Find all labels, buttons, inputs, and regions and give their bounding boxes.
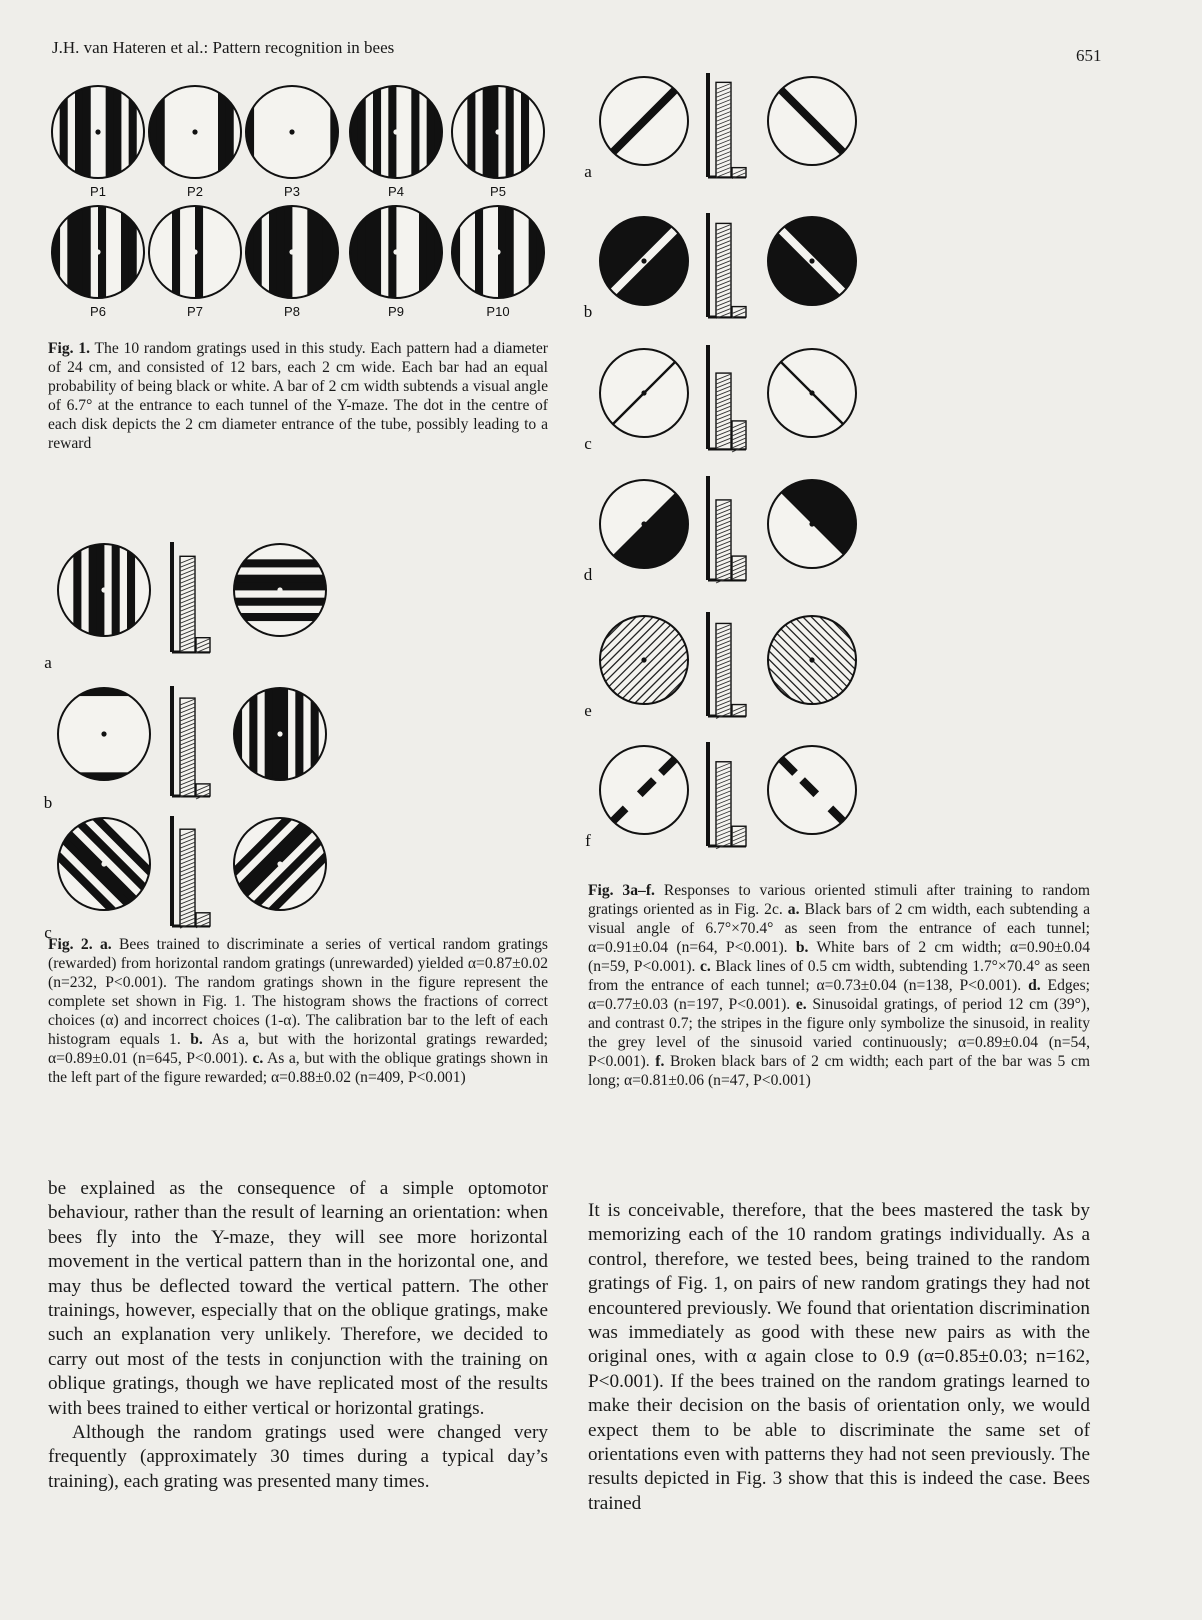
choice-histogram: [708, 73, 746, 179]
choice-histogram: [708, 612, 746, 718]
fig3-caption-part-label: e.: [795, 996, 807, 1013]
grating-bar: [350, 84, 358, 180]
choice-histogram: [708, 345, 746, 452]
choice-histogram: [172, 816, 210, 928]
entrance-dot: [495, 249, 500, 254]
choice-histogram: [708, 213, 746, 318]
grating-bar: [75, 204, 83, 300]
unrewarded-grating-disk: [232, 544, 328, 636]
correct-choices-bar: [180, 698, 195, 796]
fig3-caption-part-label: c.: [699, 958, 711, 975]
entrance-dot: [809, 258, 814, 263]
figure-1-caption-label: Fig. 1.: [48, 340, 91, 357]
grating-bar: [411, 84, 419, 180]
figure-2-orientation-trainings: [40, 538, 560, 942]
grating-bar: [246, 204, 254, 300]
entrance-dot: [192, 129, 197, 134]
fig3-caption-part-label: f.: [655, 1053, 665, 1070]
unrewarded-orientation-disk: [768, 349, 856, 437]
grating-bar: [106, 84, 114, 180]
unrewarded-orientation-disk: [744, 596, 876, 728]
rewarded-orientation-disk: [600, 746, 688, 834]
unrewarded-orientation-disk: [768, 77, 856, 165]
grating-bar: [246, 84, 254, 180]
figure-1-caption-text: The 10 random gratings used in this study. Each pattern had a diameter of 24 cm, and consisted of 12 bars, each 2 cm wide. Each bar had an equal probability of being black or white. A bar of 2 cm width subtends a visual angle of 6.7° at the entrance to each tunnel of the Y-maze. The dot in the centre of each disk depicts the 2 cm diameter entrance of the tube, possibly leading to a reward: [48, 340, 548, 452]
entrance-dot: [641, 657, 646, 662]
fig2-caption-part-text: As a, but with the horizontal gratings rewarded; α=0.89±0.01 (n=645, P<0.001).: [48, 1031, 548, 1067]
rewarded-grating-disk: [48, 808, 160, 920]
entrance-dot: [289, 249, 294, 254]
choice-histogram: [708, 742, 746, 849]
entrance-dot: [495, 129, 500, 134]
grating-label: P2: [187, 184, 203, 199]
grating-bar: [127, 542, 135, 638]
grating-bar: [56, 688, 152, 696]
entrance-dot: [809, 390, 814, 395]
rewarded-orientation-disk: [600, 77, 688, 165]
grating-bar: [121, 204, 129, 300]
grating-bar: [452, 204, 460, 300]
rewarded-orientation-disk: [600, 349, 688, 437]
grating-bar: [483, 84, 491, 180]
grating-bar: [75, 84, 83, 180]
entrance-dot: [95, 129, 100, 134]
grating-bar: [73, 542, 81, 638]
unrewarded-orientation-disk: [768, 746, 856, 834]
unrewarded-orientation-disk: [768, 217, 856, 305]
grating-bar: [52, 204, 60, 300]
fig3-caption-part-text: Sinusoidal gratings, of period 12 cm (39°), and contrast 0.7; the stripes in the figure only symbolize the sinusoid, in reality the grey level of the sinusoid varied continuously; α=0.89±0.04 (n=54, P<0.001).: [588, 996, 1091, 1070]
choice-histogram: [172, 686, 210, 799]
grating-label: P8: [284, 304, 300, 319]
fig3-caption-part-label: d.: [1028, 977, 1041, 994]
rewarded-orientation-disk: [576, 592, 708, 724]
grating-bar: [232, 613, 328, 621]
body-paragraph: It is conceivable, therefore, that the bees mastered the task by memorizing each of the 10 random gratings individually. As a control, therefore, we tested bees, being trained to the random gratings of Fig. 1, on pairs of new random gratings they had not encountered previously. We found that orientation discrimination was immediately as good with these new pairs as with the original ones, with α again close to 0.9 (α=0.85±0.03; n=162, P<0.001). If the bees trained on the random gratings learned to make their decision on the basis of orientation only, we would expect them to be able to discriminate the same set of orientations even with patterns they had not seen previously. The results depicted in Fig. 3 show that this is indeed the case. Bees trained: [588, 1200, 1090, 1514]
grating-bar: [249, 686, 257, 782]
random-grating-disk: [350, 204, 442, 300]
fig2-caption-part-label: b.: [190, 1031, 203, 1048]
fig3-caption-part-text: Responses to various oriented stimuli after training to random gratings oriented as in Fig. 2c.: [588, 882, 1090, 918]
figure-3-caption: [588, 881, 1090, 1090]
fig3-caption-part-text: Black lines of 0.5 cm width, subtending 1.7°×70.4° as seen from the entrance of each tunnel; α=0.73±0.04 (n=138, P<0.001).: [588, 958, 1090, 994]
random-grating-disk: [452, 84, 544, 180]
panel-letter: b: [583, 302, 593, 321]
grating-bar: [234, 686, 242, 782]
grating-bar: [373, 204, 381, 300]
entrance-dot: [809, 521, 814, 526]
rewarded-grating-disk: [58, 542, 150, 638]
grating-bar: [315, 204, 323, 300]
body-paragraph: Although the random gratings used were changed very frequently (approximately 30 times during a typical day’s training), each grating was presented many times.: [48, 1422, 548, 1492]
grating-bar: [232, 598, 328, 606]
panel-letter: a: [44, 653, 52, 672]
grating-bar: [232, 575, 328, 583]
grating-bar: [467, 84, 475, 180]
grating-bar: [172, 204, 180, 300]
entrance-dot: [95, 249, 100, 254]
grating-label: P7: [187, 304, 203, 319]
grating-bar: [67, 204, 75, 300]
entrance-dot: [641, 787, 646, 792]
grating-bar: [277, 204, 285, 300]
fig2-caption-part-text: As a, but with the oblique gratings shown in the left part of the figure rewarded; α=0.88±0.02 (n=409, P<0.001): [48, 1050, 549, 1086]
choice-histogram: [172, 542, 210, 653]
fig3-caption-part-text: White bars of 2 cm width; α=0.90±0.04 (n=59, P<0.001).: [588, 939, 1090, 975]
grating-bar: [232, 559, 328, 567]
figure-2-caption-label: Fig. 2.: [48, 936, 93, 953]
rewarded-grating-disk: [56, 688, 152, 780]
grating-bar: [269, 204, 277, 300]
entrance-dot: [101, 587, 106, 592]
random-grating-disk: [350, 84, 442, 180]
grating-bar: [218, 84, 226, 180]
grating-bar: [112, 542, 120, 638]
entrance-dot: [641, 521, 646, 526]
grating-label: P1: [90, 184, 106, 199]
grating-bar: [295, 686, 303, 782]
grating-bar: [83, 204, 91, 300]
grating-bar: [89, 542, 97, 638]
panel-letter: f: [585, 831, 591, 850]
rewarded-orientation-disk: [600, 480, 710, 590]
grating-bar: [265, 686, 273, 782]
grating-bar: [419, 204, 427, 300]
entrance-dot: [809, 118, 814, 123]
fig3-caption-part-label: b.: [795, 939, 809, 956]
figure-3-oriented-stimuli: [583, 76, 1110, 876]
fig3-caption-part-text: Black bars of 2 cm width, each subtending a visual angle of 6.7°×70.4° as seen from the entrance of each tunnel; α=0.91±0.04 (n=64, P<0.001).: [588, 901, 1090, 956]
entrance-dot: [277, 861, 282, 866]
entrance-dot: [192, 249, 197, 254]
panel-letter: c: [584, 434, 592, 453]
entrance-dot: [277, 587, 282, 592]
fig2-caption-part-text: Bees trained to discriminate a series of vertical random gratings (rewarded) from horizontal random gratings (unrewarded) yielded α=0.87±0.02 (n=232, P<0.001). The random gratings shown in the figure represent the complete set shown in Fig. 1. The histogram shows the fractions of correct choices (α) and incorrect choices (1-α). The calibration bar to the left of each histogram equals 1.: [48, 936, 549, 1048]
panel-letter: e: [584, 701, 592, 720]
grating-label: P9: [388, 304, 404, 319]
running-title: J.H. van Hateren et al.: Pattern recognition in bees: [52, 38, 395, 57]
grating-label: P10: [486, 304, 510, 319]
grating-bar: [113, 84, 121, 180]
rewarded-orientation-disk: [600, 217, 688, 305]
random-grating-disk: [246, 204, 338, 300]
grating-label: P4: [388, 184, 404, 199]
entrance-dot: [809, 787, 814, 792]
random-grating-disk: [149, 204, 241, 300]
fig3-caption-part-label: a.: [787, 901, 800, 918]
unrewarded-orientation-disk: [768, 458, 878, 568]
grating-bar: [373, 84, 381, 180]
grating-bar: [521, 84, 529, 180]
entrance-dot: [101, 861, 106, 866]
figure-3-caption-label: Fig. 3a–f.: [588, 882, 655, 899]
random-grating-disk: [52, 84, 144, 180]
grating-bar: [83, 84, 91, 180]
entrance-dot: [393, 129, 398, 134]
entrance-dot: [289, 129, 294, 134]
figure-1-random-gratings: [40, 76, 560, 336]
choice-histogram: [708, 476, 746, 583]
entrance-dot: [641, 390, 646, 395]
panel-letter: d: [583, 565, 593, 584]
body-paragraph: be explained as the consequence of a simple optomotor behaviour, rather than the result of learning an orientation: when bees fly into the Y-maze, they will see more horizontal movement in the vertical pattern than in the horizontal one, and may thus be deflected toward the vertical pattern. The other trainings, however, especially that on the oblique gratings, make such an explanation very unlikely. Therefore, we decided to carry out most of the tests in conjunction with the training on oblique gratings, though we have replicated most of the results with bees trained to either vertical or horizontal gratings.: [48, 1178, 548, 1419]
figure-1-caption: [48, 339, 548, 453]
random-grating-disk: [52, 204, 144, 300]
figure-2-caption: [48, 935, 548, 1087]
panel-letter: c: [44, 923, 52, 942]
fig2-caption-part-label: c.: [252, 1050, 264, 1067]
entrance-dot: [101, 731, 106, 736]
fig2-caption-part-label: a.: [99, 936, 112, 953]
grating-label: P5: [490, 184, 506, 199]
panel-letter: b: [43, 793, 53, 812]
grating-bar: [506, 84, 514, 180]
grating-bar: [307, 204, 315, 300]
grating-bar: [350, 204, 358, 300]
grating-bar: [506, 204, 514, 300]
random-grating-disk: [452, 204, 544, 300]
grating-bar: [475, 204, 483, 300]
grating-bar: [365, 204, 373, 300]
random-grating-disk: [246, 84, 338, 180]
body-text-left-column: [48, 1177, 548, 1494]
panel-letter: a: [584, 162, 592, 181]
entrance-dot: [809, 657, 814, 662]
body-text-right-column: [588, 1199, 1090, 1516]
grating-label: P6: [90, 304, 106, 319]
grating-bar: [149, 84, 157, 180]
entrance-dot: [277, 731, 282, 736]
entrance-dot: [393, 249, 398, 254]
grating-label: P3: [284, 184, 300, 199]
unrewarded-grating-disk: [234, 686, 326, 782]
fig3-caption-part-text: Broken black bars of 2 cm width; each part of the bar was 5 cm long; α=0.81±0.06 (n=47, P<0.001): [588, 1053, 1090, 1089]
fig3-caption-part-text: Edges; α=0.77±0.03 (n=197, P<0.001).: [588, 977, 1090, 1013]
random-grating-disk: [149, 84, 241, 180]
unrewarded-grating-disk: [224, 808, 336, 920]
entrance-dot: [641, 258, 646, 263]
entrance-dot: [641, 118, 646, 123]
page-number: 651: [1076, 46, 1102, 65]
